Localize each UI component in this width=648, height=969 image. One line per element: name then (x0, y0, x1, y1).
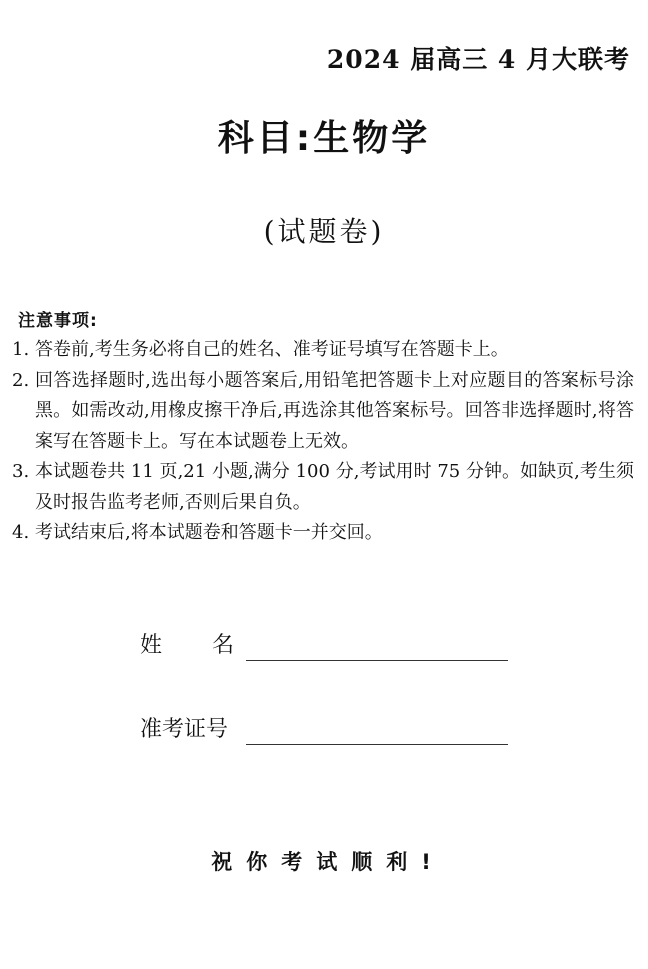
notice-item (12, 457, 634, 518)
exam-id-field-row (140, 714, 508, 746)
notice-item-number: 3. (12, 461, 30, 482)
exam-id-blank-line[interactable] (246, 744, 508, 745)
notice-item (12, 366, 634, 458)
exam-title: 2024 届高三 4 月大联考 (326, 45, 630, 74)
notice-heading: 注意事项: (18, 311, 98, 331)
paper-type-subtitle: (试题卷) (263, 215, 385, 248)
notice-item-number: 1. (12, 339, 30, 360)
notice-item-text: 考试结束后,将本试题卷和答题卡一并交回。 (35, 522, 383, 543)
name-field-row (140, 630, 508, 662)
exam-id-label: 准考证号 (140, 717, 229, 742)
notice-item-text: 回答选择题时,选出每小题答案后,用铅笔把答题卡上对应题目的答案标号涂黑。如需改动,用橡皮擦干净后,再选涂其他答案标号。回答非选择题时,将答案写在答题卡上。写在本试题卷上无效。 (35, 369, 634, 452)
notice-item (12, 335, 634, 366)
notice-list (12, 335, 634, 549)
notice-item (12, 518, 634, 549)
notice-item-number: 4. (12, 522, 30, 543)
good-luck-message: 祝你考试顺利! (211, 850, 445, 874)
notice-item-number: 2. (12, 369, 30, 391)
name-blank-line[interactable] (246, 660, 508, 661)
name-label: 姓名 (140, 633, 285, 658)
notice-item-text: 本试题卷共 11 页,21 小题,满分 100 分,考试用时 75 分钟。如缺页,考生须及时报告监考老师,否则后果自负。 (35, 461, 634, 513)
notice-item-text: 答卷前,考生务必将自己的姓名、准考证号填写在答题卡上。 (35, 339, 509, 360)
subject-title: 科目:生物学 (217, 118, 431, 159)
